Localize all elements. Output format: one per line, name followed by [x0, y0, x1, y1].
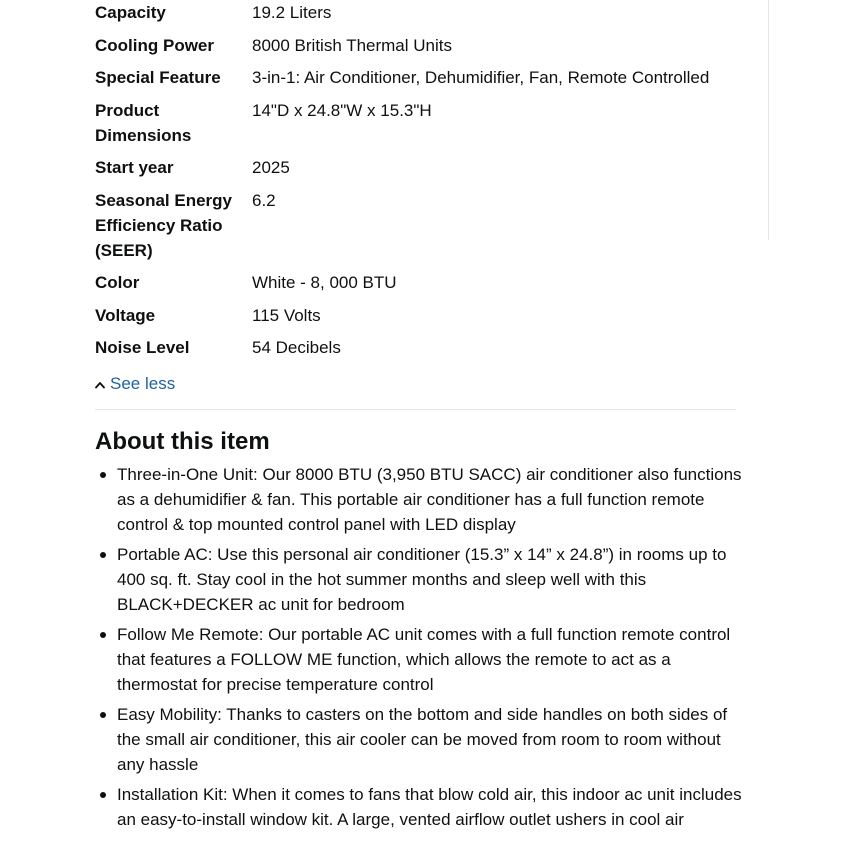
spec-value: 8000 British Thermal Units: [252, 35, 452, 55]
spec-key: Special Feature: [95, 68, 221, 87]
bullet-text: Portable AC: Use this personal air conditioner (15.3” x 14” x 24.8”) in rooms up to 400 sq. ft. Stay cool in the hot summer months and sleep well with this BLACK+DECKER ac unit for bedroom: [117, 545, 727, 614]
list-item: [117, 782, 742, 832]
spec-key: Cooling Power: [95, 35, 214, 55]
spec-value: 14"D x 24.8"W x 15.3"H: [252, 100, 432, 120]
spec-value: 54 Decibels: [252, 338, 341, 357]
bullet-dot-icon: [100, 792, 106, 798]
bullet-dot-icon: [100, 552, 106, 558]
bullet-text: Easy Mobility: Thanks to casters on the bottom and side handles on both sides of the small air conditioner, this air cooler can be moved from room to room without any hassle: [117, 705, 728, 774]
spec-key: Noise Level: [95, 338, 190, 357]
spec-key: Start year: [95, 158, 174, 177]
spec-value: White - 8, 000 BTU: [252, 273, 397, 292]
list-item: [117, 622, 742, 697]
spec-value: 3-in-1: Air Conditioner, Dehumidifier, Fan, Remote Controlled: [252, 68, 710, 87]
chevron-up-icon: [95, 380, 105, 390]
spec-key: Capacity: [95, 3, 166, 22]
product-specs-table: [95, 0, 755, 368]
spec-row-seer: [95, 188, 755, 271]
spec-row-voltage: [95, 303, 755, 336]
see-less-link[interactable]: [95, 372, 175, 396]
spec-row-cooling-power: [95, 33, 755, 66]
bullet-text: Follow Me Remote: Our portable AC unit comes with a full function remote control that features a FOLLOW ME function, which allows the remote to act as a thermostat for precise temperature control: [117, 625, 731, 694]
about-bullet-list: [117, 462, 742, 837]
about-this-item-heading: About this item: [95, 428, 270, 455]
spec-value: 6.2: [252, 190, 276, 210]
spec-row-special-feature: [95, 65, 755, 98]
spec-row-start-year: [95, 155, 755, 188]
bullet-dot-icon: [100, 472, 106, 478]
spec-value: 115 Volts: [252, 305, 321, 325]
spec-row-capacity: [95, 0, 755, 33]
section-divider: [95, 409, 736, 410]
list-item: [117, 462, 742, 537]
spec-key: Product Dimensions: [95, 100, 192, 145]
bullet-dot-icon: [100, 632, 106, 638]
list-item: [117, 542, 742, 617]
see-less-label: See less: [110, 374, 176, 393]
column-divider: [768, 0, 769, 240]
spec-row-noise-level: [95, 335, 755, 368]
spec-row-color: [95, 270, 755, 303]
spec-value: 2025: [252, 158, 290, 177]
spec-value: 19.2 Liters: [252, 3, 332, 22]
bullet-text: Three-in-One Unit: Our 8000 BTU (3,950 BTU SACC) air conditioner also functions as a dehumidifier & fan. This portable air conditioner has a full function remote control & top mounted control panel with LED display: [117, 465, 742, 534]
spec-row-product-dimensions: [95, 98, 755, 156]
bullet-text: Installation Kit: When it comes to fans that blow cold air, this indoor ac unit includes an easy-to-install window kit. A large, vented airflow outlet ushers in cool air: [117, 785, 742, 829]
bullet-dot-icon: [100, 712, 106, 718]
list-item: [117, 702, 742, 777]
spec-key: Color: [95, 273, 140, 292]
spec-key: Voltage: [95, 305, 156, 325]
spec-key: Seasonal Energy Efficiency Ratio (SEER): [95, 190, 233, 260]
